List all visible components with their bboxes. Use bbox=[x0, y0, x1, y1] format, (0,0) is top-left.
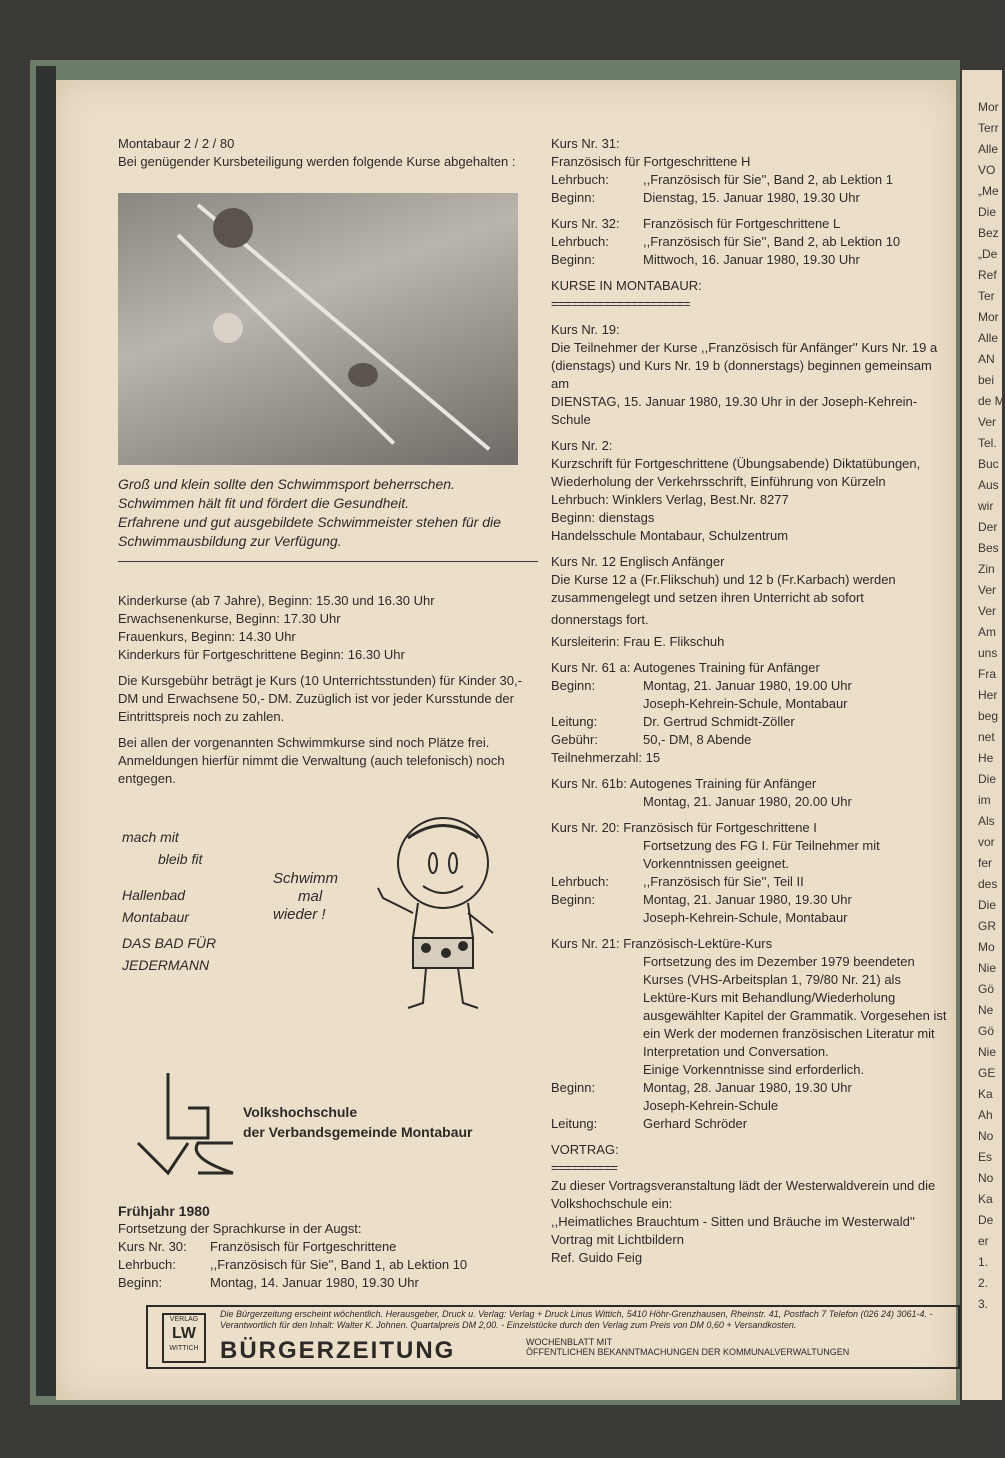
facing-page-fragment: Ah bbox=[978, 1108, 993, 1122]
newspaper-title: BÜRGERZEITUNG bbox=[220, 1337, 456, 1364]
field-label: Lehrbuch: bbox=[118, 1257, 176, 1272]
slogan: mach mit bbox=[122, 829, 179, 845]
publisher-logo-icon bbox=[162, 1313, 206, 1363]
logo-text: WITTICH bbox=[169, 1345, 199, 1352]
field-label: Beginn: bbox=[551, 1080, 596, 1095]
caption-line: Groß und klein sollte den Schwimmsport beherrschen. bbox=[118, 476, 455, 492]
facing-page-fragment: Ne bbox=[978, 1003, 994, 1017]
divider bbox=[118, 561, 538, 562]
course-heading: Kurs Nr. 2: bbox=[551, 438, 613, 453]
facing-page-fragment: Her bbox=[978, 688, 998, 702]
schedule-line: Kinderkurs für Fortgeschrittene Beginn: 16.30 Uhr bbox=[118, 647, 405, 662]
heading-underline: ===================== bbox=[551, 296, 690, 311]
vhs-logo-icon bbox=[128, 1068, 238, 1178]
facing-page-fragment: wir bbox=[978, 499, 994, 513]
slogan: JEDERMANN bbox=[122, 957, 210, 973]
facing-page-fragment: Mo bbox=[978, 940, 995, 954]
facing-page-fragment: Alle bbox=[978, 142, 999, 156]
field-value: Joseph-Kehrein-Schule, Montabaur bbox=[643, 696, 848, 711]
facing-page-fragment: Buc bbox=[978, 457, 999, 471]
facing-page-fragment: 3. bbox=[978, 1297, 989, 1311]
lecture-title: ,,Heimatliches Brauchtum - Sitten und Bräuche im Westerwald'' bbox=[551, 1214, 915, 1229]
facing-page-fragment: Ka bbox=[978, 1087, 993, 1101]
facing-page-edge bbox=[962, 70, 1005, 1400]
facing-page-fragment: Ref bbox=[978, 268, 997, 282]
facing-page-fragment: Ka bbox=[978, 1192, 993, 1206]
course-text: Kurzschrift für Fortgeschrittene (Übungsabende) Diktatübungen, Wiederholung der Verkehrsschrift, Einführung von Kürzeln bbox=[551, 456, 921, 489]
course-text: Handelsschule Montabaur, Schulzentrum bbox=[551, 528, 789, 543]
vhs-name: Volkshochschule bbox=[243, 1104, 358, 1120]
swimmer-mascot-icon bbox=[368, 808, 518, 1018]
heading-underline: ========== bbox=[551, 1160, 617, 1175]
field-label: Lehrbuch: bbox=[551, 874, 609, 889]
field-label: Beginn: bbox=[551, 252, 596, 267]
facing-page-fragment: Am bbox=[978, 625, 996, 639]
slogan: Montabaur bbox=[122, 909, 189, 925]
masthead-footer bbox=[146, 1305, 960, 1369]
photo-caption bbox=[118, 475, 538, 551]
facing-page-fragment: Tel. bbox=[978, 436, 997, 450]
field-label: Kurs Nr. 32: bbox=[551, 216, 620, 231]
continuation-text: Fortsetzung der Sprachkurse in der Augst: bbox=[118, 1221, 362, 1236]
facing-page-fragment: Die bbox=[978, 205, 997, 219]
field-value: Gerhard Schröder bbox=[643, 1116, 748, 1131]
field-label: Beginn: bbox=[118, 1275, 163, 1290]
course-date: DIENSTAG, 15. Januar 1980, 19.30 Uhr in der Joseph-Kehrein-Schule bbox=[551, 394, 918, 427]
facing-page-fragment: Der bbox=[978, 520, 998, 534]
field-value: Montag, 21. Januar 1980, 19.00 Uhr bbox=[643, 678, 852, 693]
field-value: Joseph-Kehrein-Schule, Montabaur bbox=[643, 910, 848, 925]
field-value: Mittwoch, 16. Januar 1980, 19.30 Uhr bbox=[643, 252, 860, 267]
facing-page-fragment: des bbox=[978, 877, 998, 891]
facing-page-fragment: AN bbox=[978, 352, 995, 366]
swim-slogan: Schwimm bbox=[273, 870, 339, 887]
facing-page-fragment: fer bbox=[978, 856, 993, 870]
facing-page-fragment: He bbox=[978, 751, 994, 765]
slogan: DAS BAD FÜR bbox=[122, 935, 217, 951]
facing-page-fragment: beg bbox=[978, 709, 999, 723]
course-heading: Kurs Nr. 61b: Autogenes Training für Anfänger bbox=[551, 776, 817, 791]
facing-page-fragment: Fra bbox=[978, 667, 996, 681]
facing-page-fragment: net bbox=[978, 730, 995, 744]
field-value: Montag, 28. Januar 1980, 19.30 Uhr bbox=[643, 1080, 852, 1095]
course-heading: Kurs Nr. 61 a: Autogenes Training für Anfänger bbox=[551, 660, 820, 675]
field-value: Montag, 21. Januar 1980, 19.30 Uhr bbox=[643, 892, 852, 907]
slogan: bleib fit bbox=[158, 851, 203, 867]
swim-slogan: mal bbox=[298, 888, 323, 905]
facing-page-fragment: Ter bbox=[978, 289, 995, 303]
course-text: Beginn: dienstags bbox=[551, 510, 655, 525]
field-value: Französisch für Fortgeschrittene bbox=[210, 1239, 397, 1254]
schedule-line: Kinderkurse (ab 7 Jahre), Beginn: 15.30 und 16.30 Uhr bbox=[118, 593, 435, 608]
field-label: Leitung: bbox=[551, 714, 598, 729]
facing-page-fragment: er bbox=[978, 1234, 989, 1248]
swimming-photo bbox=[118, 193, 518, 465]
facing-page-fragment: Gö bbox=[978, 982, 995, 996]
field-value: Fortsetzung des FG I. Für Teilnehmer mit Vorkenntnissen geeignet. bbox=[643, 838, 880, 871]
course-text: Lehrbuch: Winklers Verlag, Best.Nr. 8277 bbox=[551, 492, 789, 507]
facing-page-fragment: Nie bbox=[978, 1045, 997, 1059]
vhs-block bbox=[118, 1068, 538, 1188]
field-label: Gebühr: bbox=[551, 732, 598, 747]
schedule-line: Erwachsenenkurse, Beginn: 17.30 Uhr bbox=[118, 611, 341, 626]
facing-page-fragment: Mor bbox=[978, 310, 999, 324]
field-value: ,,Französisch für Sie'', Band 1, ab Lektion 10 bbox=[210, 1257, 468, 1272]
field-value: 50,- DM, 8 Abende bbox=[643, 732, 752, 747]
vhs-name: der Verbandsgemeinde Montabaur bbox=[243, 1124, 473, 1140]
field-value: ,,Französisch für Sie'', Band 2, ab Lektion 10 bbox=[643, 234, 901, 249]
facing-page-fragment: Ver bbox=[978, 604, 997, 618]
facing-page-fragment: Nie bbox=[978, 961, 997, 975]
facing-page-fragment: Aus bbox=[978, 478, 999, 492]
facing-page-fragment: No bbox=[978, 1129, 994, 1143]
left-column bbox=[118, 135, 538, 1292]
facing-page-fragment: Terr bbox=[978, 121, 999, 135]
facing-page-fragment: GE bbox=[978, 1066, 996, 1080]
subtitle-line: ÖFFENTLICHEN BEKANNTMACHUNGEN DER KOMMUNALVERWALTUNGEN bbox=[526, 1347, 850, 1357]
subtitle-line: WOCHENBLATT MIT bbox=[526, 1337, 613, 1347]
field-label: Beginn: bbox=[551, 190, 596, 205]
field-label: Beginn: bbox=[551, 892, 596, 907]
facing-page-fragment: Ver bbox=[978, 583, 997, 597]
newspaper-subtitle bbox=[526, 1337, 849, 1357]
facing-page-fragment: No bbox=[978, 1171, 994, 1185]
field-value: Joseph-Kehrein-Schule bbox=[643, 1098, 779, 1113]
course-text: Teilnehmerzahl: 15 bbox=[551, 750, 661, 765]
course-heading: Kurs Nr. 12 Englisch Anfänger bbox=[551, 554, 725, 569]
course-heading: Kurs Nr. 20: Französisch für Fortgeschrittene I bbox=[551, 820, 817, 835]
newspaper-page bbox=[56, 80, 956, 1400]
facing-page-fragment: Ver bbox=[978, 415, 997, 429]
dateline: Montabaur 2 / 2 / 80 bbox=[118, 136, 235, 151]
logo-text: VERLAG bbox=[169, 1316, 199, 1323]
course-text: Die Teilnehmer der Kurse ,,Französisch für Anfänger'' Kurs Nr. 19 a (dienstags) und Kurs Nr. 19 b (donnerstags) beginnen gemeinsam am bbox=[551, 340, 938, 391]
field-label: Lehrbuch: bbox=[551, 234, 609, 249]
facing-page-fragment: Gö bbox=[978, 1024, 995, 1038]
binder-spine bbox=[36, 66, 56, 1396]
field-label: Beginn: bbox=[551, 678, 596, 693]
facing-page-fragment: Es bbox=[978, 1150, 993, 1164]
course-text: donnerstags fort. bbox=[551, 612, 649, 627]
course-heading: Kurs Nr. 31: bbox=[551, 136, 620, 151]
facing-page-fragment: De bbox=[978, 1213, 994, 1227]
facing-page-fragment: Die bbox=[978, 772, 997, 786]
field-value: Fortsetzung des im Dezember 1979 beendeten Kurses (VHS-Arbeitsplan 1, 79/80 Nr. 21) als Lektüre-Kurs mit Behandlung/Wiederholung ausgewählter Kapitel der Grammatik. Vorgesehen ist ein Werk der modernen französischen Literatur mit Interpretation und Conversation. bbox=[643, 954, 947, 1059]
field-value: Montag, 14. Januar 1980, 19.30 Uhr bbox=[210, 1275, 419, 1290]
course-text: Kursleiterin: Frau E. Flikschuh bbox=[551, 634, 725, 649]
section-heading: KURSE IN MONTABAUR: bbox=[551, 278, 702, 293]
places-text: Bei allen der vorgenannten Schwimmkurse sind noch Plätze frei. Anmeldungen hierfür nimmt die Verwaltung (auch telefonisch) noch entgegen. bbox=[118, 735, 505, 786]
season-heading: Frühjahr 1980 bbox=[118, 1203, 210, 1219]
section-heading: VORTRAG: bbox=[551, 1142, 619, 1157]
caption-line: Schwimmen hält fit und fördert die Gesundheit. bbox=[118, 495, 410, 511]
field-value: Montag, 21. Januar 1980, 20.00 Uhr bbox=[643, 794, 852, 809]
field-label: Lehrbuch: bbox=[551, 172, 609, 187]
facing-page-fragment: 1. bbox=[978, 1255, 989, 1269]
fee-text: Die Kursgebühr beträgt je Kurs (10 Unterrichtsstunden) für Kinder 30,- DM und Erwachsene 50,- DM. Zuzüglich ist vor jeder Kursstunde der Eintrittspreis noch zu zahlen. bbox=[118, 673, 522, 724]
schedule-line: Frauenkurs, Beginn: 14.30 Uhr bbox=[118, 629, 296, 644]
facing-page-fragment: uns bbox=[978, 646, 998, 660]
facing-page-fragment: „Me bbox=[978, 184, 999, 198]
facing-page-fragment: Bez bbox=[978, 226, 999, 240]
lecture-text: Zu dieser Vortragsveranstaltung lädt der Westerwaldverein und die Volkshochschule ein: bbox=[551, 1178, 936, 1211]
field-value: Dienstag, 15. Januar 1980, 19.30 Uhr bbox=[643, 190, 860, 205]
imprint-text: Die Bürgerzeitung erscheint wöchentlich. Herausgeber, Druck u. Verlag: Verlag + Druck Linus Wittich, 5410 Höhr-Grenzhausen, Rheinstr. 41, Postfach 7 Telefon (026 24) 3061-4. - Verantwortlich für den Inhalt: Walter K. Johnen. Quartalpreis DM 2,00. - Einzelstücke durch den Verlag zum Preis von DM 0,60 + Versandkosten. bbox=[220, 1309, 933, 1330]
facing-page-fragment: vor bbox=[978, 835, 995, 849]
facing-page-fragment: de M bbox=[978, 394, 1005, 408]
field-label: Kurs Nr. 30: bbox=[118, 1239, 187, 1254]
facing-page-fragment: GR bbox=[978, 919, 996, 933]
course-text: Die Kurse 12 a (Fr.Flikschuh) und 12 b (Fr.Karbach) werden zusammengelegt und setzen ihren Unterricht ab sofort bbox=[551, 572, 896, 605]
field-value: ,,Französisch für Sie'', Teil II bbox=[643, 874, 804, 889]
field-value: Französisch für Fortgeschrittene L bbox=[643, 216, 841, 231]
swim-ad bbox=[118, 808, 538, 1048]
facing-page-fragment: bei bbox=[978, 373, 995, 387]
field-value: Dr. Gertrud Schmidt-Zöller bbox=[643, 714, 795, 729]
facing-page-fragment: im bbox=[978, 793, 991, 807]
caption-line: Erfahrene und gut ausgebildete Schwimmeister stehen für die bbox=[118, 514, 501, 530]
course-title: Französisch für Fortgeschrittene H bbox=[551, 154, 751, 169]
lecture-kind: Vortrag mit Lichtbildern bbox=[551, 1232, 684, 1247]
field-label: Leitung: bbox=[551, 1116, 598, 1131]
facing-page-fragment: 2. bbox=[978, 1276, 989, 1290]
facing-page-fragment: Als bbox=[978, 814, 995, 828]
logo-text: LW bbox=[172, 1325, 196, 1342]
field-value: Einige Vorkenntnisse sind erforderlich. bbox=[643, 1062, 865, 1077]
facing-page-fragment: Die bbox=[978, 898, 997, 912]
slogan: Hallenbad bbox=[122, 887, 186, 903]
intro-text: Bei genügender Kursbeteiligung werden folgende Kurse abgehalten : bbox=[118, 154, 516, 169]
course-heading: Kurs Nr. 19: bbox=[551, 322, 620, 337]
lecture-speaker: Ref. Guido Feig bbox=[551, 1250, 643, 1265]
right-column bbox=[551, 135, 951, 1267]
caption-line: Schwimmausbildung zur Verfügung. bbox=[118, 533, 342, 549]
facing-page-fragment: VO bbox=[978, 163, 996, 177]
facing-page-fragment: Zin bbox=[978, 562, 995, 576]
facing-page-fragment: Bes bbox=[978, 541, 999, 555]
facing-page-fragment: „De bbox=[978, 247, 998, 261]
facing-page-fragment: Mor bbox=[978, 100, 999, 114]
facing-page-fragment: Alle bbox=[978, 331, 999, 345]
swim-slogan: wieder ! bbox=[273, 906, 326, 923]
course-heading: Kurs Nr. 21: Französisch-Lektüre-Kurs bbox=[551, 936, 773, 951]
field-value: ,,Französisch für Sie'', Band 2, ab Lektion 1 bbox=[643, 172, 893, 187]
